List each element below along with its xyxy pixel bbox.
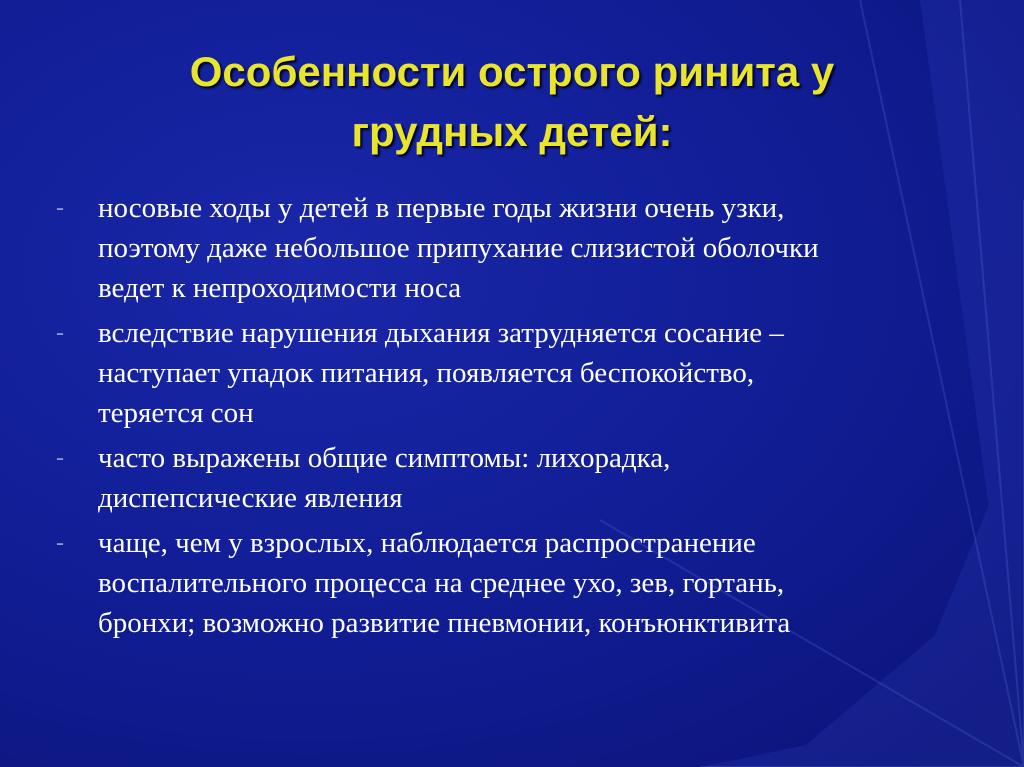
item-line: носовые ходы у детей в первые годы жизни очень узки,: [98, 192, 785, 224]
item-line: диспепсические явления: [98, 482, 403, 514]
item-line: воспалительного процесса на среднее ухо, зев, гортань,: [98, 567, 785, 599]
item-line: вследствие нарушения дыхания затрудняется сосание –: [98, 317, 784, 349]
slide-title: [60, 42, 964, 162]
title-line: Особенности острого ринита у: [189, 48, 835, 95]
item-line: теряется сон: [98, 397, 254, 429]
dash-bullet-icon: -: [56, 195, 64, 221]
item-line: ведет к непроходимости носа: [98, 272, 462, 304]
list-item: [56, 188, 976, 308]
item-line: бронхи; возможно развитие пневмонии, конъюнктивита: [98, 607, 791, 639]
item-line: наступает упадок питания, появляется беспокойство,: [98, 357, 755, 389]
dash-bullet-icon: -: [56, 320, 64, 346]
item-line: чаще, чем у взрослых, наблюдается распространение: [98, 527, 756, 559]
title-line: грудных детей:: [351, 108, 673, 155]
dash-bullet-icon: -: [56, 445, 64, 471]
list-item: [56, 523, 976, 643]
bullet-list: [56, 188, 976, 648]
item-line: часто выражены общие симптомы: лихорадка,: [98, 442, 671, 474]
list-item: [56, 313, 976, 433]
list-item: [56, 438, 976, 518]
dash-bullet-icon: -: [56, 530, 64, 556]
item-line: поэтому даже небольшое припухание слизистой оболочки: [98, 232, 819, 264]
